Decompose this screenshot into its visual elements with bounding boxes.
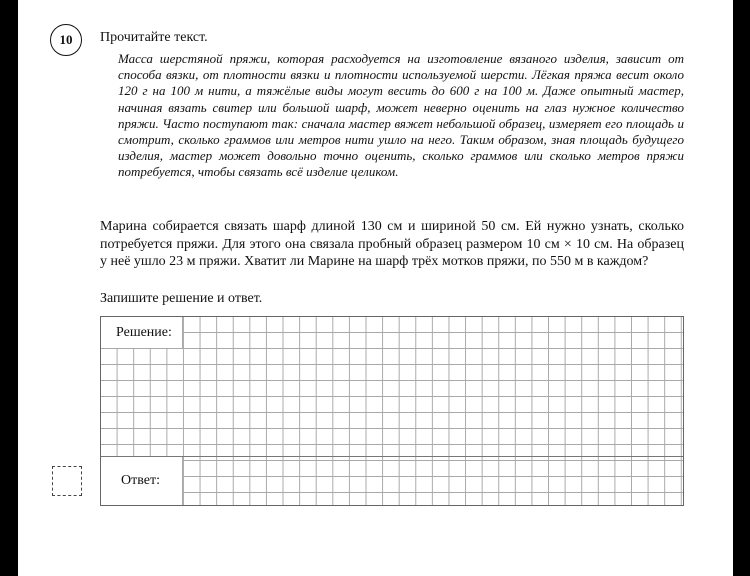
exam-page	[18, 0, 733, 576]
solution-label: Решение:	[101, 317, 183, 349]
score-box[interactable]	[52, 466, 82, 496]
write-prompt: Запишите решение и ответ.	[100, 291, 263, 306]
reading-passage: Масса шерстяной пряжи, которая расходуется на изготовление вязаного изделия, зависит от способа вязки, от плотности вязки и плотности используемой шерсти. Лёгкая пряжа весит около 120 г на 100 м нити, а тяжёлые виды могут весить до 600 г на 100 м. Даже опытный мастер, начиная вязать свитер или большой шарф, может неверно оценить на глаз нужное количество пряжи. Часто поступают так: сначала мастер вяжет небольшой образец, измеряет его площадь и смотрит, сколько граммов или метров нити ушло на него. Таким образом, зная площадь будущего изделия, мастер может довольно точно оценить, сколько граммов или сколько метров пряжи потребуется, чтобы связать всё изделие целиком.	[118, 51, 684, 180]
answer-label: Ответ:	[101, 457, 183, 505]
task-text: Марина собирается связать шарф длиной 130 см и шириной 50 см. Ей нужно узнать, сколько потребуется пряжи. Для этого она связала пробный образец размером 10 см × 10 см. На образец у неё ушло 23 м пряжи. Хватит ли Марине на шарф трёх мотков пряжи, по 550 м в каждом?	[100, 219, 684, 269]
instruction-text: Прочитайте текст.	[100, 30, 208, 45]
question-number-badge: 10	[50, 24, 82, 56]
answer-row[interactable]	[101, 456, 683, 505]
solution-grid[interactable]	[100, 316, 684, 506]
